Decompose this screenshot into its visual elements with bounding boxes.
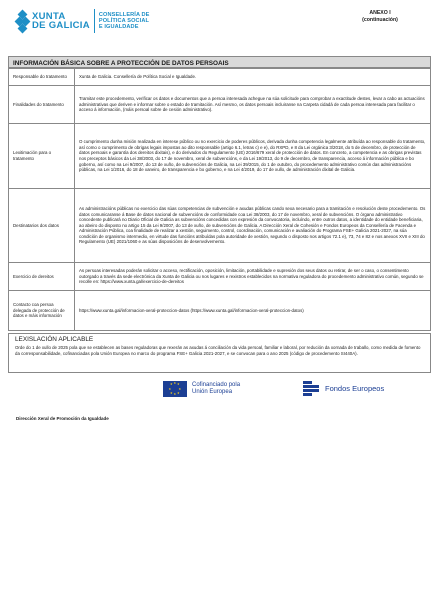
row-label: Finalidades do tratamento [9,86,75,124]
table-row [9,69,431,86]
anexo-title: ANEXO I [369,10,391,16]
legislation-text: Orde do 1 de xullo de 2025 pola que se establecen as bases reguladoras que rexerán as axudas á conciliación da vida persoal, familiar e laboral, por redución da xornada de traballo, como medida de fomento da corresponsabilidade, cofinanciadas pola Unión Europea no marco do programa FSE+ Galicia 2021-2027, e se convocan para o ano 2025 (código de procedemento SI440A). [15,345,421,356]
logo-divider [94,9,95,33]
cofunding-line-2: Unión Europea [192,389,233,395]
row-text: Xunta de Galicia. Consellería de Política Social e Igualdade. [75,69,431,86]
row-label: Contacto coa persoa delegada de protección de datos e máis información [9,291,75,331]
row-text: O cumprimento dunha misión realizada en interese público ou no exercicio de poderes públicos, derivada dunha competencia legalmente atribuída ao responsable do tratamento, así como o cumprimento de obrigas legais impostas ao dito responsable (artigo 6.1, letras c) e e), do RXPD, e 8 da Lei orgánica 3/2018, do 5 de decembro, de protección de datos persoais e garantía dos dereitos dixitais), e do derivados do Regulamento (UE) 2016/679 xeral de protección de datos. En concreto, a competencia e as obrigas previstas nos preceptos básicos da Lei 38/2003, do 17 de novembro, xeral de subvencións, e da Lei 19/2013, do 9 de decembro, de transparencia, acceso á información pública e bo goberno, así como na Lei 9/2007, do 13 de xuño, de subvencións de Galicia, na Lei 39/2015, do 1 de outubro, do procedemento administrativo común das administracións públicas, na Lei 1/2016, do 18 de xaneiro, de transparencia e bo goberno, e na Lei 4/2019, do 17 de xullo, de administración dixital de Galicia. [75,124,431,189]
row-label: Destinatarios dos datos [9,189,75,263]
fondos-europeos-text: Fondos Europeos [325,384,385,393]
row-text: Tramitar este procedemento, verificar os datos e documentos que a persoa interesada achegue na súa solicitude para comprobar a exactitude destes, levar a cabo as actuacións administrativas que deriven e informar sobre o estado de tramitación. Así mesmo, os datos persoais incluiranse na Carpeta cidadá de cada persoa interesada para facilitar o acceso á información, (máis persoal sobre de cesión administrativo). [75,86,431,124]
cofunding-line-1: Cofinanciado pola [192,381,241,388]
eu-cofunding-logo [163,381,240,397]
logo-line-2: DE GALICIA [32,20,90,31]
table-row [9,189,431,263]
footer-department: Dirección Xeral de Promoción da Igualdade [16,416,109,421]
row-text: As administracións públicas no exercicio das súas competencias de subvención e axudas públicas cando sexa necesario para a tramitación e resolución deste procedemento. Os datos comunicaranse á Base de datos nacional de subvencións de conformidade coa Lei 38/2003, do 17 de novembro, xeral de subvencións. O órgano administrativo concedente publicará no Diario Oficial de Galicia as subvencións concedidas con expresión da convocatoria, incluíndo, entre outros datos, a identidade do entidade beneficiaria, ao abeiro do disposto no artigo 15 da Lei 9/2007, do 13 de xuño, de subvencións de Galicia. A Dirección Xeral de Cohesión e Fondos Europeos da Consellería de Facenda e Administración Pública, coa finalidade de realizar a xestión, seguimento, control, coordinación, comunicación e avaliación do Programa FSE+ Galicia 2021-2027, na súa condición de organismo intermedio, en virtude das funcións atribuídas pola autoridade de xestión, segundo o disposto nos artigos 72.1 e), 73, 74 e 82 e nos anexos XVII e XIII do Regulamento (UE) 2021/1060 e as súas disposicións de desenvolvemento. [75,189,431,263]
applicable-legislation-box [8,333,431,373]
anexo-header [345,10,415,24]
fondos-europeos-logo [303,381,384,396]
xunta-logo [16,9,150,33]
data-protection-table [8,68,431,331]
table-row [9,291,431,331]
fondos-europeos-icon [303,381,320,396]
consellaria-line-3: E IGUALDADE [98,24,139,31]
cofunding-text [192,382,240,397]
row-label: Responsable do tratamento [9,69,75,86]
data-protection-title: INFORMACIÓN BÁSICA SOBRE A PROTECCIÓN DE DATOS PERSOAIS [8,56,431,68]
table-row [9,86,431,124]
logo-line-1: XUNTA [32,11,66,22]
xunta-emblem-icon [16,11,29,32]
row-label: Lexitimación para o tratamento [9,124,75,189]
legislation-title: LEXISLACIÓN APLICABLE [15,336,94,343]
table-row [9,263,431,291]
table-row [9,124,431,189]
consellaria-line-1: CONSELLERÍA DE [98,11,150,18]
row-text: https://www.xunta.gal/informacion-xeral-proteccion-datos (https://www.xunta.gal/informacion-xeral-proteccion-datos) [75,291,431,331]
anexo-subtitle: (continuación) [362,17,398,23]
xunta-logo-text [32,12,90,30]
consellaria-name [99,12,150,31]
eu-flag-icon: ★ ★ ★ ★ ★ ★ ★ ★ [163,381,187,397]
row-text: As persoas interesadas poderán solicitar o acceso, rectificación, oposición, limitación, portabilidade e supresión dos seus datos ou retirar, de ser o caso, o consentimento outorgado a través da sede electrónica da Xunta de Galicia ou nos lugares e rexistros establecidos na normativa reguladora do procedemento administrativo común, segundo se recolle en: https://www.xunta.gal/exercicio-de-dereitos [75,263,431,291]
row-label: Exercicio de dereitos [9,263,75,291]
consellaria-line-2: POLÍTICA SOCIAL [98,17,149,24]
